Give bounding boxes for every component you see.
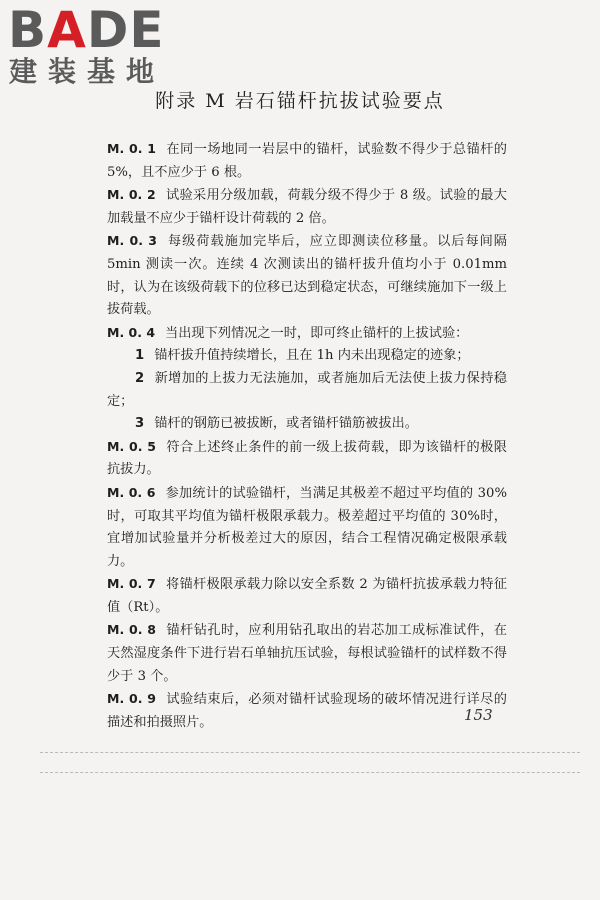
appendix-title: 附录 M 岩石锚杆抗拔试验要点: [155, 90, 445, 112]
section-code: M. 0. 3: [107, 233, 157, 249]
section-code: M. 0. 4: [107, 324, 156, 340]
section-code: M. 0. 7: [107, 576, 156, 592]
section-m09: [107, 688, 507, 734]
item-text: 新增加的上拔力无法施加，或者施加后无法使上拔力保持稳定；: [107, 370, 507, 409]
section-code: M. 0. 5: [107, 438, 156, 454]
section-m04: [107, 322, 507, 346]
section-code: M. 0. 1: [107, 141, 156, 156]
page-number: 153: [464, 706, 493, 724]
bade-logo: [6, 1, 176, 94]
section-m07: [107, 573, 507, 619]
document-body: [107, 138, 507, 734]
section-text: 将锚杆极限承载力除以安全系数 2 为锚杆抗拔承载力特征值（Rt）。: [107, 577, 507, 615]
section-text: 当出现下列情况之一时，即可终止锚杆的上拔试验：: [165, 325, 469, 341]
section-m03: [107, 230, 507, 321]
item-number: 1: [135, 348, 145, 364]
scan-divider-line: [40, 752, 580, 753]
section-m05: [107, 436, 507, 482]
list-item-3: [107, 413, 507, 436]
logo-subtitle: 建装基地: [9, 55, 166, 88]
item-number: 2: [135, 370, 145, 386]
item-number: 3: [135, 416, 145, 432]
scan-divider-line: [40, 772, 580, 773]
list-item-2: [107, 368, 507, 413]
section-text: 在同一场地同一岩层中的锚杆，试验数不得少于总锚杆的 5%，且不应少于 6 根。: [107, 142, 507, 180]
section-m06: [107, 482, 507, 573]
item-text: 锚杆的钢筋已被拔断，或者锚杆锚筋被拔出。: [154, 416, 418, 432]
item-text: 锚杆拔升值持续增长，且在 1h 内未出现稳定的迹象；: [154, 348, 470, 364]
list-item-1: [107, 345, 507, 368]
section-text: 符合上述终止条件的前一级上拔荷载，即为该锚杆的极限抗拔力。: [107, 439, 507, 478]
section-text: 锚杆钻孔时，应利用钻孔取出的岩芯加工成标准试件，在天然湿度条件下进行岩石单轴抗压试验，每根试验锚杆的试样数不得少于 3 个。: [107, 623, 507, 684]
logo-accent-letter: A: [47, 1, 87, 59]
section-m02: [107, 184, 507, 230]
section-text: 试验采用分级加载，荷载分级不得少于 8 级。试验的最大加载量不应少于锚杆设计荷载的 2 倍。: [107, 188, 507, 226]
section-code: M. 0. 2: [107, 187, 156, 203]
section-m01: [107, 138, 507, 184]
section-text: 参加统计的试验锚杆，当满足其极差不超过平均值的 30%时，可取其平均值为锚杆极限承载力。极差超过平均值的 30%时，宜增加试验量并分析极差过大的原因，结合工程情况确定极限承载力。: [107, 485, 507, 569]
section-text: 试验结束后，必须对锚杆试验现场的破坏情况进行详尽的描述和拍摄照片。: [107, 692, 507, 730]
section-code: M. 0. 6: [107, 484, 156, 500]
section-code: M. 0. 9: [107, 691, 156, 707]
section-m08: [107, 619, 507, 688]
section-code: M. 0. 8: [107, 622, 156, 638]
logo-wordmark: BADE: [8, 1, 165, 59]
section-text: 每级荷载施加完毕后，应立即测读位移量。以后每间隔 5min 测读一次。连续 4 次测读出的锚杆拔升值均小于 0.01mm 时，认为在该级荷载下的位移已达到稳定状态，可继续施加下一级上拔荷载。: [107, 234, 507, 318]
